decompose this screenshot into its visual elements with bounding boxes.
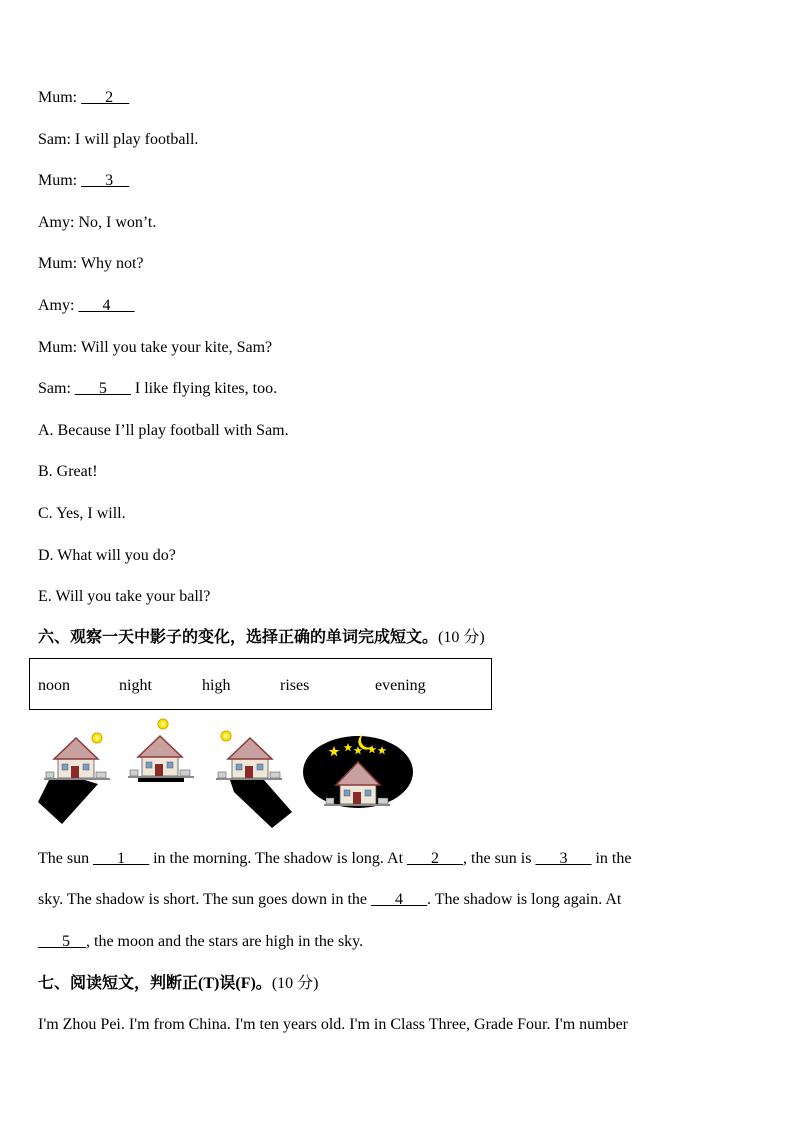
dialogue-line-5: Mum: Why not?	[38, 255, 144, 272]
dialogue-line-7: Mum: Will you take your kite, Sam?	[38, 339, 273, 356]
section-7-heading: 七、阅读短文，判断正(T)误(F)。(10 分)	[38, 973, 319, 992]
word-noon: noon	[38, 677, 70, 694]
passage-line-1: The sun ___1___ in the morning. The shadow is long. At ___2___, the sun is ___3___ in the	[38, 850, 632, 867]
blank-2: ___2__	[81, 89, 130, 106]
blank-3: ___3__	[81, 172, 130, 189]
option-e: E. Will you take your ball?	[38, 588, 211, 605]
reading-passage-line-1: I'm Zhou Pei. I'm from China. I'm ten years old. I'm in Class Three, Grade Four. I'm number	[38, 1016, 629, 1033]
section-6-heading: 六、观察一天中影子的变化，选择正确的单词完成短文。(10 分)	[38, 627, 485, 646]
word-high: high	[202, 677, 231, 694]
dialogue-line-6: Amy: ___4___	[38, 297, 135, 314]
passage-blank-2: ___2___	[407, 850, 464, 867]
dialogue-line-4: Amy: No, I won’t.	[38, 214, 157, 231]
blank-5: ___5___	[74, 380, 131, 397]
blank-4: ___4___	[78, 297, 135, 314]
morning-shadow-image	[38, 728, 118, 828]
option-a: A. Because I’ll play football with Sam.	[38, 422, 289, 439]
night-image	[302, 730, 414, 812]
evening-shadow-image	[214, 726, 294, 830]
passage-blank-1: ___1___	[93, 850, 150, 867]
dialogue-line-2: Sam: I will play football.	[38, 131, 199, 148]
passage-blank-5: ___5__	[38, 933, 86, 950]
option-d: D. What will you do?	[38, 547, 176, 564]
passage-blank-4: ___4___	[371, 891, 428, 908]
dialogue-line-3: Mum: ___3__	[38, 172, 130, 189]
word-bank	[29, 658, 492, 710]
passage-line-2: sky. The shadow is short. The sun goes down in the ___4___. The shadow is long again. At	[38, 891, 622, 908]
passage-blank-3: ___3___	[535, 850, 592, 867]
word-rises: rises	[280, 677, 310, 694]
dialogue-line-1: Mum: ___2__	[38, 89, 130, 106]
dialogue-line-8: Sam: ___5___ I like flying kites, too.	[38, 380, 278, 397]
option-b: B. Great!	[38, 463, 98, 480]
passage-line-3: ___5__, the moon and the stars are high in the sky.	[38, 933, 364, 950]
word-evening: evening	[375, 677, 426, 694]
option-c: C. Yes, I will.	[38, 505, 126, 522]
noon-shadow-image	[128, 716, 198, 788]
word-night: night	[119, 677, 152, 694]
